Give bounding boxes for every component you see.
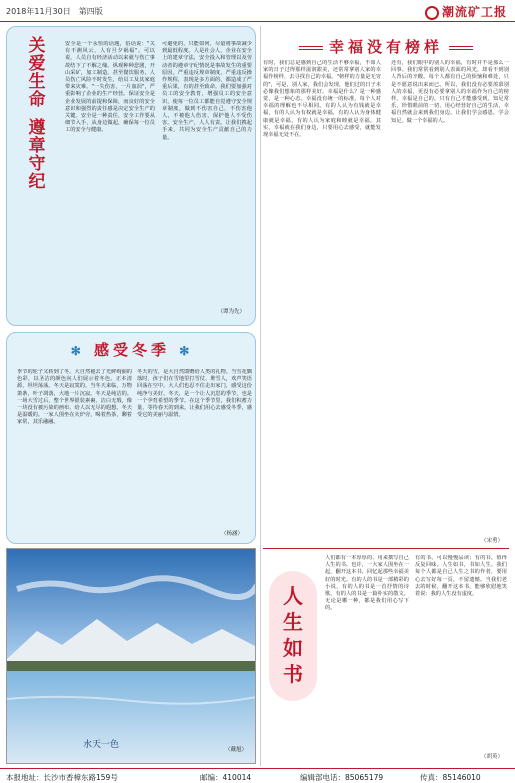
snowflake-icon: ✻ xyxy=(179,344,194,358)
life-book-article xyxy=(263,548,509,764)
title-ornament-left xyxy=(299,46,323,50)
logo-text: 潮流矿工报 xyxy=(441,5,507,19)
safety-article xyxy=(6,26,256,326)
winter-essay-col1: 季节的轮子又转到了冬。大自然褪去了光鲜绚丽的色彩，以圣洁的颜色向人们展示着冬色。正本清源，坦坦荡荡。冬天是寂寞的。当冬天来临，万物萧条，叶子凋落，大地一片沉寂。冬天是纯洁的。一场大雪过后，整个世界银装素裹，洁白无瑕，像一块没有被污染的画布，给人以无尽的遐想。冬天是温暖的。一家人围坐在火炉旁，喝着热茶，聊着家常，其乐融融。 xyxy=(17,369,132,426)
column-divider xyxy=(260,26,261,766)
happiness-article xyxy=(263,26,509,548)
safety-article-col1: 安全是一个永恒的话题，俗话说："关有不测风云，人有旦夕祸福"。可以说，人员自有经济活动以来就与伤亡事故结下了不解之缘。纵观种种悲剧，开山采矿，加工制造，甚至餐饮服务，人员伤亡风险不时发生，给员工及其家庭带来灾难。"一失伤害，一片血泪"，严重影响了企业的生产经营。保证安全是企业发展的前提和保障，而良好的安全意识和强烈的责任感是决定安全生产的关键。安全是一种责任，安全工作要从细节入手，从身边做起，确保每一位员工的安全与健康。 xyxy=(65,41,155,134)
life-book-col1: 人们都有一本厚厚的、用来撰写自己人生的书。也许，一大家人围坐在一起，翻开这本书，回忆起那些幸福美好的时光。有的人的书是一部精彩的小说，有的人的书是一首抒情的诗歌，有的人的书是一篇朴实的散文。无论是哪一种，都是我们用心写下的。 xyxy=(325,555,409,612)
safety-article-author: （谭为先） xyxy=(217,309,245,315)
winter-essay-author: （杨涵） xyxy=(220,531,243,537)
life-book-title xyxy=(269,583,317,687)
winter-essay xyxy=(6,332,256,544)
title-char: 守 xyxy=(28,154,46,174)
safety-article-title xyxy=(17,37,57,287)
page-header xyxy=(0,0,515,22)
title-char: 生 xyxy=(283,610,303,634)
happiness-article-title xyxy=(263,36,509,57)
title-ornament-right xyxy=(449,46,473,50)
page-footer xyxy=(0,768,515,783)
winter-essay-col2: 冬天的雪，是大自然馈赠给人类的礼物。当雪花飘落时，孩子们在雪地里打雪仗、堆雪人，欢声笑语回荡在空中。大人们也忍不住走出家门，感受这份纯净与美好。冬天，是一个让人沉思的季节，也是一个孕育希望的季节。在这个季节里，我们积蓄力量，等待春天的到来。让我们用心去感受冬季，感受它的美丽与温情。 xyxy=(137,369,252,419)
title-char: 人 xyxy=(283,584,303,608)
title-char: 生 xyxy=(28,72,46,92)
safety-article-col2: 可避免的，只能如何，尽量将事故减少到最低程度。人是社会人，企业在安全上的建章守法，安全投入和管理以及劳动者的遵章守纪情况是事故发生的重要原因。严重违反规章制度，严重违反操作规程，表现是多方面的，都造成了严重后果，有的甚至致命。我们要加强对员工的安全教育，增强员工的安全意识，使每一位员工都能自觉遵守安全规章制度，做到不伤害自己，不伤害他人，不被他人伤害，保护他人不受伤害。安全生产，人人有责。让我们携起手来，共同为安全生产贡献自己的力量。 xyxy=(162,41,252,141)
footer-fax: 传真：85146010 xyxy=(420,773,481,782)
title-char: 关 xyxy=(28,36,46,56)
title-char: 章 xyxy=(28,136,46,156)
title-char: 遵 xyxy=(28,118,46,138)
title-char: 纪 xyxy=(28,172,46,192)
footer-address: 本报地址：长沙市香樟东路159号 xyxy=(6,773,118,782)
happiness-article-col2: 还有，我们眼中的别人的幸福，有时并不是那么一回事。我们常常看到别人表面的风光，却看不到别人背后的辛酸。每个人都有自己的烦恼和难处，只是不愿意说出来而已。所以，我们没有必要羡慕别人的幸福，更没有必要拿别人的幸福作为自己的榜样。幸福是自己的，只有自己才能感受到。知足常乐，珍惜眼前的一切，用心经营好自己的生活，幸福自然就会来到我们身边。让我们学会感恩，学会知足，做一个幸福的人。 xyxy=(391,60,509,124)
landscape-photo xyxy=(6,548,256,764)
logo-ring-icon xyxy=(425,6,439,20)
lake-mountain-image xyxy=(7,549,256,764)
life-book-badge xyxy=(269,571,317,701)
happiness-article-author: （宋勇） xyxy=(480,538,503,544)
snowflake-icon: ✻ xyxy=(70,344,85,358)
life-book-author: （胡英） xyxy=(480,754,503,760)
title-char: 爱 xyxy=(28,54,46,74)
happiness-article-col1: 有时，我们总是感到自己的生活不够幸福，不如人家的日子过得那样滋润甜美，还常常拿别人家的幸福作榜样，去寻找自己的幸福。"榜样的力量是无穷的"，可是，别人家，我们会发现，他们过的日子未必像我们想象的那样美好。幸福是什么？是一种感觉，是一种心态。幸福没有统一的标准，每个人对幸福的理解也不尽相同。有的人认为有钱就是幸福，有的人认为有权就是幸福，有的人认为身体健康就是幸福，有的人认为家庭和睦就是幸福。其实，幸福就在我们身边，只要用心去感受，就能发现幸福无处不在。 xyxy=(263,60,381,139)
footer-editorial-phone: 编辑部电话：85065179 xyxy=(300,773,384,782)
winter-essay-title-text: 感受冬季 xyxy=(93,341,170,359)
happiness-article-title-text: 幸福没有榜样 xyxy=(328,38,443,56)
life-book-col2: 有的书，可以慢慢品读；有的书，值得反复回味。人生如书，书如人生。我们每个人都是自己人生之书的作者，要用心去写好每一页，不留遗憾。当我们老去的时候，翻开这本书，能够欣慰地笑着说：我的人生没有虚度。 xyxy=(415,555,507,598)
title-char: 命 xyxy=(28,90,46,110)
winter-essay-title xyxy=(7,339,257,360)
newspaper-logo xyxy=(425,3,507,20)
photo-credit: （戴旭） xyxy=(224,747,247,753)
title-char: 如 xyxy=(283,636,303,660)
title-char: 书 xyxy=(283,662,303,686)
footer-postcode: 邮编：410014 xyxy=(200,773,252,782)
photo-caption: 水天一色 xyxy=(83,740,120,750)
date-edition: 2018年11月30日 第四版 xyxy=(6,7,103,16)
